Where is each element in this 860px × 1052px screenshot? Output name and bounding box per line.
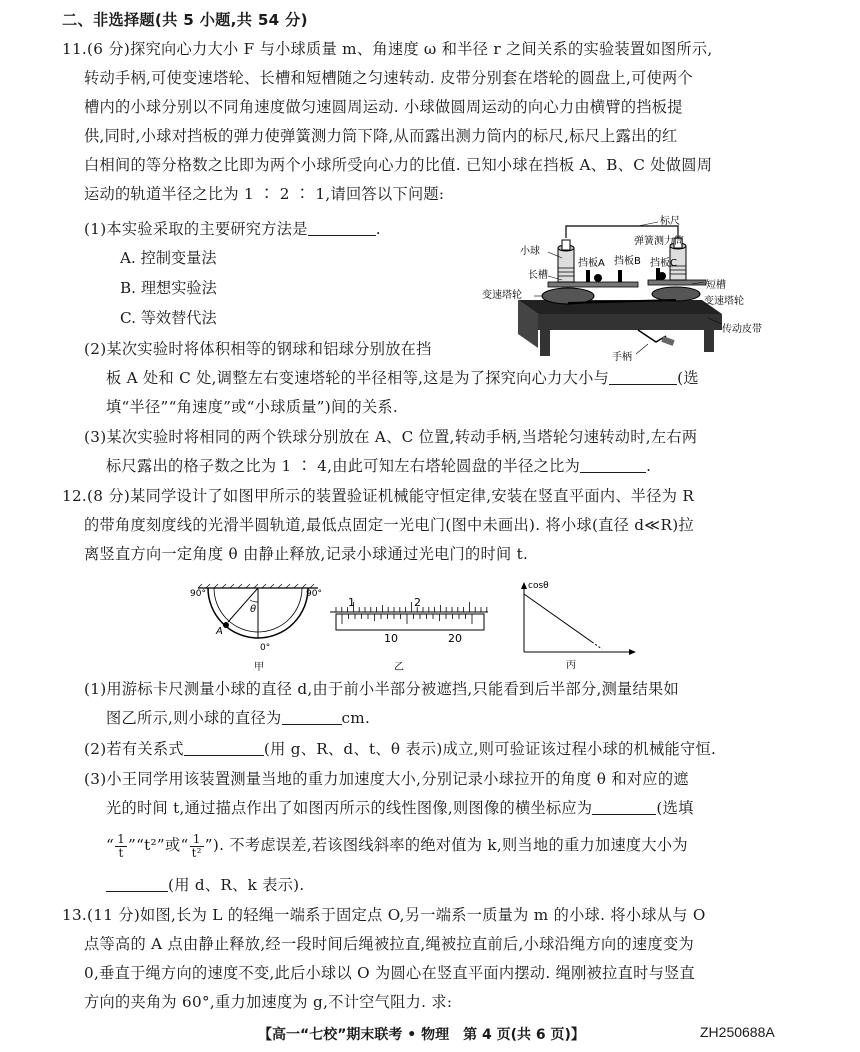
label-bian-left: 变速塔轮 xyxy=(482,290,522,301)
fraction-one-over-t-squared: $\frac{1}{\text{t²}}$ xyxy=(191,831,202,860)
label-bian-right: 变速塔轮 xyxy=(704,296,744,307)
label-yi: 乙 xyxy=(394,662,404,673)
q12-part-3b: 光的时间 t,通过描点作出了如图丙所示的线性图像,则图像的横坐标应为 (选填 xyxy=(106,799,694,817)
q12-part-1b: 图乙所示,则小球的直径为 cm. xyxy=(106,709,371,727)
q11-part-3a: (3)某次实验时将相同的两个铁球分别放在 A、C 位置,转动手柄,当塔轮匀速转动时,左右两 xyxy=(84,428,698,446)
option-a: A. 控制变量法 xyxy=(120,249,217,267)
figure-jia-semicircle xyxy=(190,582,330,674)
figure-yi-vernier xyxy=(330,590,500,678)
q12-line-3: 离竖直方向一定角度 θ 由静止释放,记录小球通过光电门的时间 t. xyxy=(84,545,529,563)
answer-blank[interactable] xyxy=(592,799,656,815)
q12-part-1a: (1)用游标卡尺测量小球的直径 d,由于前小半部分被遮挡,只能看到后半部分,测量结果如 xyxy=(84,680,680,698)
q11-part-3b: 标尺露出的格子数之比为 1 ∶ 4,由此可知左右塔轮圆盘的半径之比为 . xyxy=(106,457,652,475)
answer-blank[interactable] xyxy=(184,740,264,756)
label-scale-2: 2 xyxy=(414,596,421,609)
label-vernier-10: 10 xyxy=(384,632,398,645)
q13-line-4: 方向的夹角为 60°,重力加速度为 g,不计空气阻力. 求: xyxy=(84,993,453,1011)
answer-blank[interactable] xyxy=(609,369,677,385)
q11-part-2b: 板 A 处和 C 处,调整左右变速塔轮的半径相等,这是为了探究向心力大小与 (选 xyxy=(106,369,699,387)
label-cos-theta: cosθ xyxy=(528,581,549,591)
label-dangban-a: 挡板A xyxy=(578,258,605,269)
q13-line-2: 点等高的 A 点由静止释放,经一段时间后绳被拉直,绳被拉直前后,小球沿绳方向的速度变为 xyxy=(84,935,694,953)
q12-part-3a: (3)小王同学用该装置测量当地的重力加速度大小,分别记录小球拉开的角度 θ 和对应的遮 xyxy=(84,770,689,788)
centripetal-apparatus-figure xyxy=(478,214,778,364)
answer-blank[interactable] xyxy=(106,876,168,892)
q12-part-3c: “ $\frac{1}{t}$ ”“t²”或“ $\frac{1}{\text{t²}}$ ”). 不考虑误差,若该图线斜率的绝对值为 k,则当地的重力加速度大小为 xyxy=(106,831,688,860)
label-duancao: 短槽 xyxy=(706,280,726,291)
q11-line-2: 转动手柄,可使变速塔轮、长槽和短槽随之匀速转动. 皮带分别套在塔轮的圆盘上,可使两个 xyxy=(84,69,694,87)
fraction-one-over-t: $\frac{1}{t}$ xyxy=(117,831,126,860)
section-title: 二、非选择题(共 5 小题,共 54 分) xyxy=(62,11,308,29)
label-pidai: 传动皮带 xyxy=(722,324,762,335)
label-biaochi: 标尺 xyxy=(660,216,680,227)
q13-line-3: 0,垂直于绳方向的速度不变,此后小球以 O 为圆心在竖直平面内摆动. 绳刚被拉直时与竖直 xyxy=(84,964,696,982)
page-footer: 【高一“七校”期末联考 • 物理 第 4 页(共 6 页)】 xyxy=(258,1027,585,1043)
q11-line-1: 11.(6 分)探究向心力大小 F 与小球质量 m、角速度 ω 和半径 r 之间关系的实验装置如图所示, xyxy=(62,40,713,58)
label-90-left: 90° xyxy=(190,589,206,599)
q12-line-1: 12.(8 分)某同学设计了如图甲所示的装置验证机械能守恒定律,安装在竖直平面内、半径为 R xyxy=(62,487,695,505)
label-dangban-b: 挡板B xyxy=(614,256,641,267)
label-bing: 丙 xyxy=(566,660,576,671)
q12-part-3d: (用 d、R、k 表示). xyxy=(106,874,305,896)
figure-bing-graph xyxy=(512,580,642,672)
label-90-right: 90° xyxy=(306,589,322,599)
answer-blank[interactable] xyxy=(580,457,646,473)
label-shoubing: 手柄 xyxy=(612,352,632,363)
paper-code: ZH250688A xyxy=(700,1024,775,1040)
q11-line-6: 运动的轨道半径之比为 1 ∶ 2 ∶ 1,请回答以下问题: xyxy=(84,185,445,203)
label-point-a: A xyxy=(216,626,223,637)
q12-line-2: 的带角度刻度线的光滑半圆轨道,最低点固定一光电门(图中未画出). 将小球(直径 d≪R)拉 xyxy=(84,516,694,534)
label-tanhuang: 弹簧测力筒 xyxy=(634,236,684,247)
option-b: B. 理想实验法 xyxy=(120,279,217,297)
option-c: C. 等效替代法 xyxy=(120,309,217,327)
answer-blank[interactable] xyxy=(282,709,342,725)
q11-part-2a: (2)某次实验时将体积相等的钢球和铝球分别放在挡 xyxy=(84,340,432,358)
q11-part-1: (1)本实验采取的主要研究方法是 . xyxy=(84,220,381,238)
label-changcao: 长槽 xyxy=(528,270,548,281)
label-scale-1: 1 xyxy=(348,596,355,609)
label-theta: θ xyxy=(250,604,257,615)
q13-line-1: 13.(11 分)如图,长为 L 的轻绳一端系于固定点 O,另一端系一质量为 m 的小球. 将小球从与 O xyxy=(62,906,706,924)
q11-line-4: 供,同时,小球对挡板的弹力使弹簧测力筒下降,从而露出测力筒内的标尺,标尺上露出的红 xyxy=(84,127,678,145)
label-jia: 甲 xyxy=(254,662,264,673)
label-0-deg: 0° xyxy=(260,643,271,653)
label-xiaoqiu: 小球 xyxy=(520,246,540,257)
q12-part-2: (2)若有关系式 (用 g、R、d、t、θ 表示)成立,则可验证该过程小球的机械能守恒. xyxy=(84,740,717,758)
q11-line-5: 白相间的等分格数之比即为两个小球所受向心力的比值. 已知小球在挡板 A、B、C 处做圆周 xyxy=(84,156,713,174)
q11-line-3: 槽内的小球分别以不同角速度做匀速圆周运动. 小球做圆周运动的向心力由横臂的挡板提 xyxy=(84,98,683,116)
q11-part-2c: 填“半径”“角速度”或“小球质量”)间的关系. xyxy=(106,398,399,416)
label-vernier-20: 20 xyxy=(448,632,462,645)
label-dangban-c: 挡板C xyxy=(650,258,677,269)
answer-blank[interactable] xyxy=(308,220,376,236)
